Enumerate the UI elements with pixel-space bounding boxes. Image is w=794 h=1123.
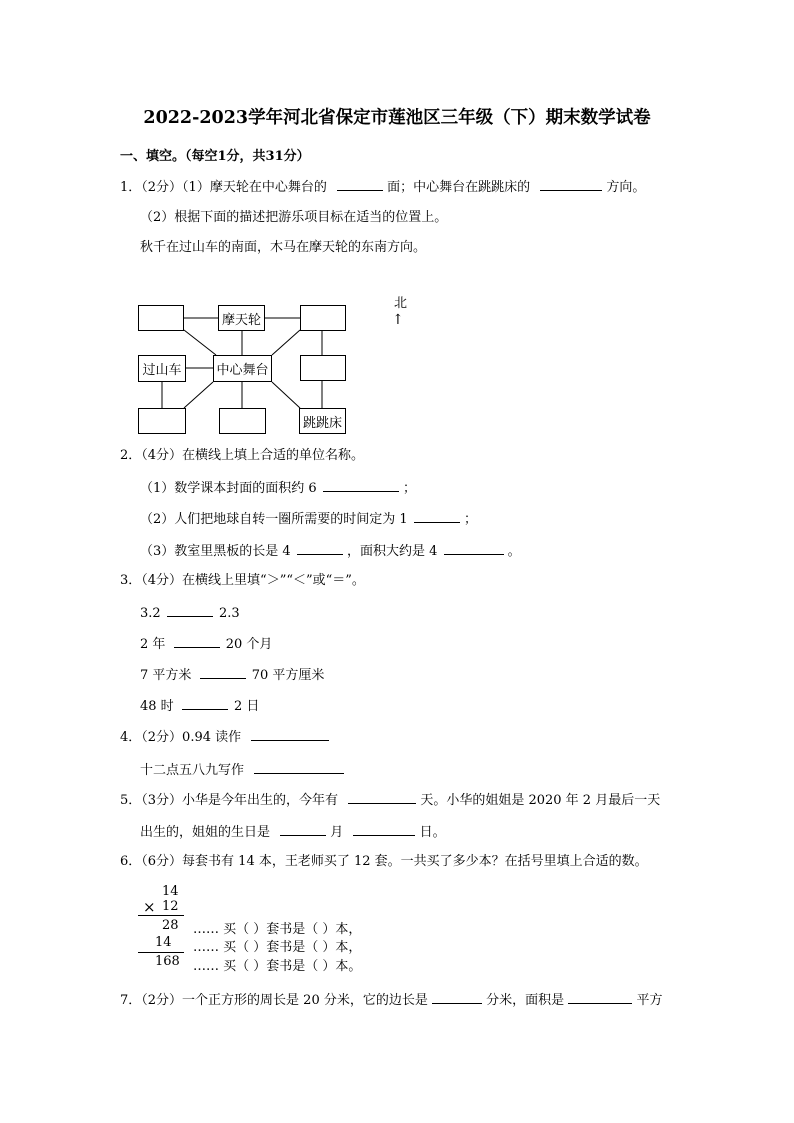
map-empty-box-east[interactable]	[300, 355, 346, 381]
q1-text-pre: 1．（2分）（1）摩天轮在中心舞台的	[120, 180, 327, 195]
q3-r1-left: 3.2	[140, 606, 161, 621]
q3-r4-right: 2 日	[233, 699, 260, 714]
question-3-row-4	[140, 696, 259, 716]
question-4-line-1	[120, 727, 329, 747]
map-empty-box-southwest[interactable]	[138, 408, 186, 434]
q5-blank-2[interactable]	[280, 822, 326, 836]
section-heading: 一、填空。（每空1分，共31分）	[120, 149, 310, 164]
q5-l1-pre: 5．（3分）小华是今年出生的，今年有	[120, 793, 339, 808]
question-5-line-2	[140, 822, 446, 842]
map-box-ferris-wheel: 摩天轮	[218, 305, 265, 331]
map-box-roller-coaster: 过山车	[138, 355, 186, 382]
calc-explain-row-3: …… 买（ ）套书是（ ）本。	[193, 959, 362, 974]
calc-rule-2	[138, 952, 184, 953]
q2-l3-text: （3）教室里黑板的长是 4	[140, 544, 291, 559]
question-1-part-c: 秋千在过山车的南面，木马在摩天轮的东南方向。	[140, 240, 427, 255]
q5-l2-mid: 月	[330, 825, 344, 840]
q1-text-mid: 面；中心舞台在跳跳床的	[387, 180, 531, 195]
multiplicand: 14	[162, 884, 179, 899]
partial-product-1: 28	[162, 918, 179, 933]
q4-l2-text: 十二点五八九写作	[140, 763, 245, 778]
calc-explain-row-1: …… 买（ ）套书是（ ）本，	[193, 922, 362, 937]
q5-blank-3[interactable]	[353, 822, 415, 836]
q5-blank-1[interactable]	[348, 790, 416, 804]
q7-pre: 7．（2分）一个正方形的周长是 20 分米，它的边长是	[120, 993, 428, 1008]
map-empty-box-south[interactable]	[219, 408, 266, 434]
multiplier: 12	[162, 899, 179, 914]
q7-blank-2[interactable]	[568, 990, 632, 1004]
q3-blank-2[interactable]	[174, 634, 220, 648]
q4-l1-text: 4．（2分）0.94 读作	[120, 730, 242, 745]
calc-rule-1	[138, 915, 184, 916]
q3-blank-1[interactable]	[167, 603, 213, 617]
north-label: 北	[394, 296, 408, 311]
question-2-line-1	[140, 478, 416, 498]
question-2-stem: 2．（4分）在横线上填上合适的单位名称。	[120, 448, 365, 463]
q5-l1-post: 天。小华的姐姐是 2020 年 2 月最后一天	[420, 793, 661, 808]
q7-blank-1[interactable]	[432, 990, 482, 1004]
north-arrow-icon: ↑	[392, 312, 404, 328]
q7-post: 平方	[636, 993, 663, 1008]
q3-r1-right: 2.3	[218, 606, 240, 621]
question-6-stem: 6．（6分）每套书有 14 本，王老师买了 12 套。一共买了多少本？在括号里填上合适的数。	[120, 854, 648, 869]
question-3-row-2	[140, 634, 272, 654]
map-box-trampoline: 跳跳床	[299, 408, 346, 434]
question-1-part-b: （2）根据下面的描述把游乐项目标在适当的位置上。	[140, 210, 448, 225]
q3-blank-3[interactable]	[200, 665, 246, 679]
multiply-sign: ×	[143, 898, 156, 916]
question-3-row-3	[140, 665, 324, 685]
map-empty-box-northeast[interactable]	[300, 305, 346, 331]
q2-blank-4[interactable]	[444, 541, 504, 555]
q2-blank-1[interactable]	[323, 478, 399, 492]
q5-l2-pre: 出生的，姐姐的生日是	[140, 825, 271, 840]
map-empty-box-northwest[interactable]	[138, 305, 184, 331]
question-5-line-1	[120, 790, 660, 810]
q1-text-post: 方向。	[606, 180, 646, 195]
q2-l1-text: （1）数学课本封面的面积约 6	[140, 481, 317, 496]
q2-l3-mid: ，面积大约是 4	[346, 544, 438, 559]
question-2-line-3	[140, 541, 521, 561]
page-title: 2022-2023学年河北省保定市莲池区三年级（下）期末数学试卷	[143, 108, 651, 128]
q2-l3-post: 。	[507, 544, 521, 559]
question-4-line-2	[140, 760, 344, 780]
q2-l2-post: ；	[463, 512, 477, 527]
q7-mid: 分米，面积是	[486, 993, 565, 1008]
question-7-line-1	[120, 990, 662, 1010]
q3-blank-4[interactable]	[182, 696, 228, 710]
q3-r3-left: 7 平方米	[140, 668, 192, 683]
q4-blank-1[interactable]	[251, 727, 329, 741]
map-box-central-stage: 中心舞台	[213, 355, 272, 382]
calc-explain-row-2: …… 买（ ）套书是（ ）本，	[193, 940, 362, 955]
q3-r2-right: 20 个月	[225, 637, 273, 652]
product-result: 168	[155, 954, 180, 969]
q3-r2-left: 2 年	[140, 637, 166, 652]
q4-blank-2[interactable]	[254, 760, 344, 774]
q2-l2-text: （2）人们把地球自转一圈所需要的时间定为 1	[140, 512, 408, 527]
q3-r4-left: 48 时	[140, 699, 174, 714]
partial-product-2: 14	[155, 935, 172, 950]
q2-blank-2[interactable]	[414, 509, 460, 523]
q3-r3-right: 70 平方厘米	[251, 668, 325, 683]
question-2-line-2	[140, 509, 477, 529]
question-3-row-1	[140, 603, 240, 623]
question-3-stem: 3．（4分）在横线上里填“＞”“＜”或“＝”。	[120, 573, 365, 588]
q2-l1-post: ；	[402, 481, 416, 496]
q2-blank-3[interactable]	[297, 541, 343, 555]
q5-l2-post: 日。	[419, 825, 446, 840]
